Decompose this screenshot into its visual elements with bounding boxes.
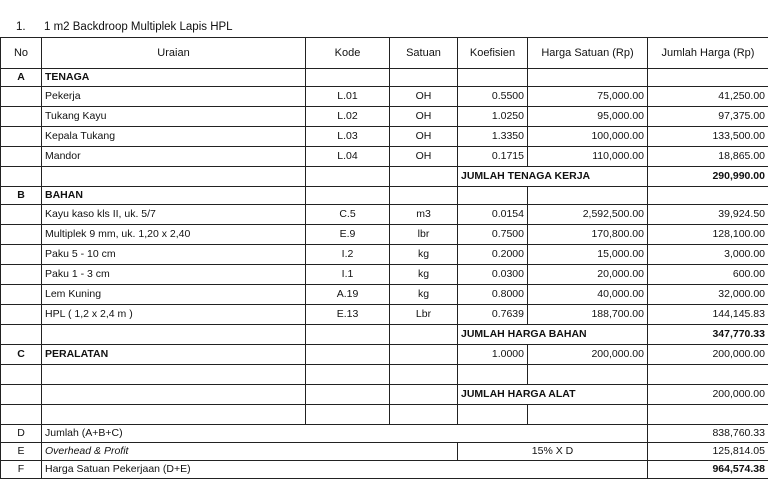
- cell-kode: C.5: [306, 205, 390, 225]
- table-row: [1, 87, 768, 107]
- col-header-kode: Kode: [306, 38, 390, 69]
- cell-jumlah: 133,500.00: [648, 127, 768, 147]
- subtotal-value: 347,770.33: [648, 325, 768, 345]
- section-letter: C: [1, 345, 42, 365]
- summary-row-d: [1, 425, 768, 443]
- cell-uraian: Tukang Kayu: [42, 107, 306, 127]
- summary-letter: F: [1, 461, 42, 479]
- cell-satuan: kg: [390, 285, 458, 305]
- table-row: [1, 245, 768, 265]
- cell-kode: L.01: [306, 87, 390, 107]
- col-header-koefisien: Koefisien: [458, 38, 528, 69]
- cell-harga: 110,000.00: [528, 147, 648, 167]
- col-header-harga-satuan: Harga Satuan (Rp): [528, 38, 648, 69]
- subtotal-value: 200,000.00: [648, 385, 768, 405]
- table-row: [1, 305, 768, 325]
- cell-harga: 15,000.00: [528, 245, 648, 265]
- cell-satuan: OH: [390, 127, 458, 147]
- cell-satuan: kg: [390, 245, 458, 265]
- section-row-bahan: [1, 187, 768, 205]
- cell-jumlah: 41,250.00: [648, 87, 768, 107]
- table-row: [1, 127, 768, 147]
- subtotal-row-bahan: [1, 325, 768, 345]
- col-header-no: No: [1, 38, 42, 69]
- table-row: [1, 225, 768, 245]
- cell-koefisien: 0.0154: [458, 205, 528, 225]
- cell-koefisien: 0.5500: [458, 87, 528, 107]
- cell-uraian: Pekerja: [42, 87, 306, 107]
- table-row: [1, 147, 768, 167]
- summary-value: 838,760.33: [648, 425, 768, 443]
- summary-value: 964,574.38: [648, 461, 768, 479]
- cell-uraian: Kayu kaso kls II, uk. 5/7: [42, 205, 306, 225]
- item-number: 1.: [16, 18, 26, 36]
- cell-kode: A.19: [306, 285, 390, 305]
- cell-harga: 95,000.00: [528, 107, 648, 127]
- cell-jumlah: 32,000.00: [648, 285, 768, 305]
- cell-satuan: lbr: [390, 225, 458, 245]
- cell-uraian: HPL ( 1,2 x 2,4 m ): [42, 305, 306, 325]
- table-header-row: [1, 38, 768, 69]
- cell-satuan: m3: [390, 205, 458, 225]
- summary-formula: 15% X D: [458, 443, 648, 461]
- summary-label: Harga Satuan Pekerjaan (D+E): [42, 461, 648, 479]
- cell-uraian: Mandor: [42, 147, 306, 167]
- cell-uraian: Lem Kuning: [42, 285, 306, 305]
- cell-satuan: OH: [390, 107, 458, 127]
- subtotal-row-peralatan: [1, 385, 768, 405]
- empty-row: [1, 405, 768, 425]
- section-title: PERALATAN: [42, 345, 306, 365]
- table-row: [1, 285, 768, 305]
- item-heading: [0, 18, 768, 36]
- cell-kode: L.03: [306, 127, 390, 147]
- col-header-satuan: Satuan: [390, 38, 458, 69]
- subtotal-row-tenaga: [1, 167, 768, 187]
- cell-satuan: kg: [390, 265, 458, 285]
- cell-uraian: Paku 5 - 10 cm: [42, 245, 306, 265]
- cell-harga: 2,592,500.00: [528, 205, 648, 225]
- price-analysis-table: [0, 37, 768, 479]
- cell-jumlah: 128,100.00: [648, 225, 768, 245]
- cell-harga: 188,700.00: [528, 305, 648, 325]
- item-title: 1 m2 Backdroop Multiplek Lapis HPL: [44, 18, 233, 36]
- cell-koefisien: 1.0000: [458, 345, 528, 365]
- cell-kode: I.2: [306, 245, 390, 265]
- section-title: BAHAN: [42, 187, 306, 205]
- cell-jumlah: 97,375.00: [648, 107, 768, 127]
- subtotal-label: JUMLAH HARGA ALAT: [458, 385, 648, 405]
- cell-harga: 20,000.00: [528, 265, 648, 285]
- cell-jumlah: 600.00: [648, 265, 768, 285]
- cell-kode: E.9: [306, 225, 390, 245]
- summary-label: Jumlah (A+B+C): [42, 425, 648, 443]
- cell-koefisien: 0.0300: [458, 265, 528, 285]
- col-header-jumlah-harga: Jumlah Harga (Rp): [648, 38, 768, 69]
- summary-row-f: [1, 461, 768, 479]
- summary-value: 125,814.05: [648, 443, 768, 461]
- empty-row: [1, 365, 768, 385]
- cell-satuan: OH: [390, 87, 458, 107]
- table-row: [1, 205, 768, 225]
- cell-harga: 75,000.00: [528, 87, 648, 107]
- cell-kode: L.02: [306, 107, 390, 127]
- summary-row-e: [1, 443, 768, 461]
- col-header-uraian: Uraian: [42, 38, 306, 69]
- section-row-peralatan: [1, 345, 768, 365]
- subtotal-value: 290,990.00: [648, 167, 768, 187]
- cell-koefisien: 0.2000: [458, 245, 528, 265]
- cell-kode: E.13: [306, 305, 390, 325]
- cell-jumlah: 39,924.50: [648, 205, 768, 225]
- subtotal-label: JUMLAH TENAGA KERJA: [458, 167, 648, 187]
- section-title: TENAGA: [42, 69, 306, 87]
- cell-harga: 200,000.00: [528, 345, 648, 365]
- section-letter: A: [1, 69, 42, 87]
- cell-satuan: OH: [390, 147, 458, 167]
- cell-uraian: Multiplek 9 mm, uk. 1,20 x 2,40: [42, 225, 306, 245]
- summary-label: Overhead & Profit: [42, 443, 458, 461]
- cell-satuan: Lbr: [390, 305, 458, 325]
- cell-koefisien: 1.0250: [458, 107, 528, 127]
- cell-jumlah: 200,000.00: [648, 345, 768, 365]
- cell-koefisien: 0.7639: [458, 305, 528, 325]
- section-letter: B: [1, 187, 42, 205]
- summary-letter: D: [1, 425, 42, 443]
- cell-uraian: Kepala Tukang: [42, 127, 306, 147]
- subtotal-label: JUMLAH HARGA BAHAN: [458, 325, 648, 345]
- table-row: [1, 107, 768, 127]
- cell-koefisien: 1.3350: [458, 127, 528, 147]
- cell-koefisien: 0.8000: [458, 285, 528, 305]
- cell-harga: 170,800.00: [528, 225, 648, 245]
- table-row: [1, 265, 768, 285]
- cell-harga: 40,000.00: [528, 285, 648, 305]
- cell-jumlah: 3,000.00: [648, 245, 768, 265]
- cell-koefisien: 0.1715: [458, 147, 528, 167]
- cell-koefisien: 0.7500: [458, 225, 528, 245]
- cell-uraian: Paku 1 - 3 cm: [42, 265, 306, 285]
- cell-kode: L.04: [306, 147, 390, 167]
- cell-jumlah: 144,145.83: [648, 305, 768, 325]
- cell-harga: 100,000.00: [528, 127, 648, 147]
- cell-kode: I.1: [306, 265, 390, 285]
- summary-letter: E: [1, 443, 42, 461]
- section-row-tenaga: [1, 69, 768, 87]
- cell-jumlah: 18,865.00: [648, 147, 768, 167]
